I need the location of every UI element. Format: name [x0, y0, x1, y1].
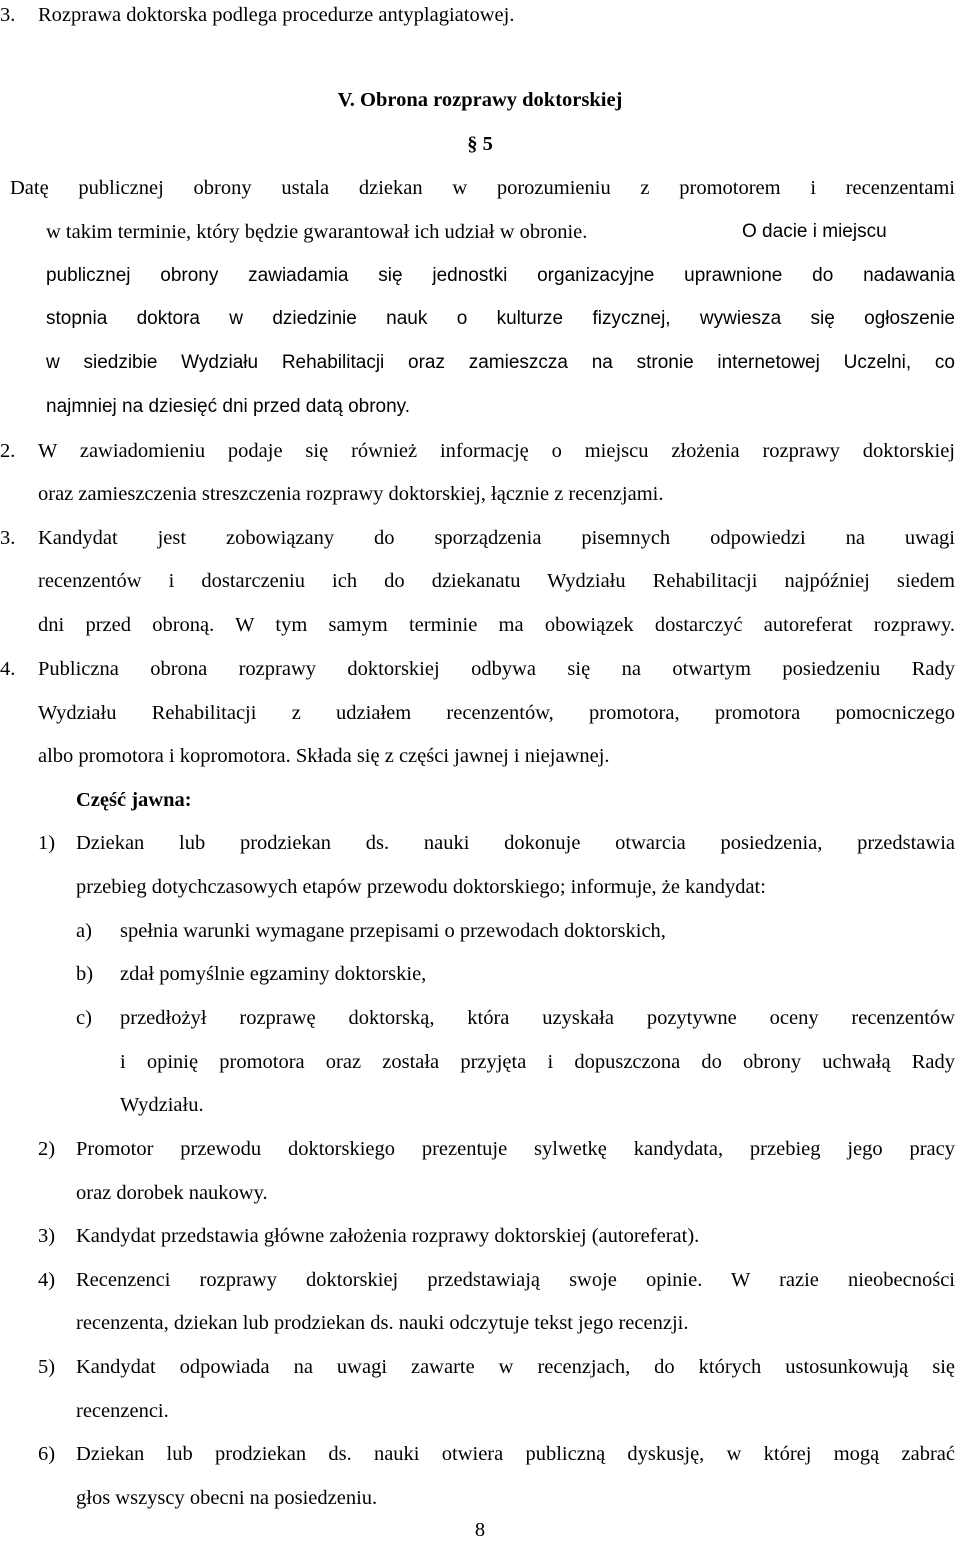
list-item-text: recenzentów i dostarczeniu ich do dziekanatu Wydziału Rehabilitacji najpóźniej siedem — [38, 570, 955, 592]
list-item-text: recenzenci. — [76, 1400, 169, 1422]
list-number: 2) — [38, 1138, 56, 1160]
list-item-text: recenzenta, dziekan lub prodziekan ds. nauki odczytuje tekst jego recenzji. — [76, 1312, 689, 1334]
list-item-text: zdał pomyślnie egzaminy doktorskie, — [120, 963, 427, 985]
list-number: 6) — [38, 1443, 56, 1465]
list-number: 5) — [38, 1356, 56, 1378]
subheading: Część jawna: — [76, 789, 192, 811]
list-item-text: W zawiadomieniu podaje się również informację o miejscu złożenia rozprawy doktorskiej — [38, 440, 955, 462]
list-number: 3) — [38, 1225, 56, 1247]
list-item-text: przebieg dotychczasowych etapów przewodu doktorskiego; informuje, że kandydat: — [76, 876, 766, 898]
list-item-text: przedłożył rozprawę doktorską, która uzyskała pozytywne oceny recenzentów — [120, 1007, 955, 1029]
list-item-text: spełnia warunki wymagane przepisami o przewodach doktorskich, — [120, 920, 666, 942]
list-item-text: dni przed obroną. W tym samym terminie ma obowiązek dostarczyć autoreferat rozprawy. — [38, 614, 955, 636]
paragraph-line: najmniej na dziesięć dni przed datą obrony. — [46, 396, 411, 417]
page-number: 8 — [474, 1519, 486, 1541]
paragraph-line: w siedzibie Wydziału Rehabilitacji oraz zamieszcza na stronie internetowej Uczelni, co — [46, 352, 955, 373]
list-item-text: Kandydat jest zobowiązany do sporządzenia pisemnych odpowiedzi na uwagi — [38, 527, 955, 549]
list-item-text: głos wszyscy obecni na posiedzeniu. — [76, 1487, 378, 1509]
list-item-text: i opinię promotora oraz została przyjęta i dopuszczona do obrony uchwałą Rady — [120, 1051, 955, 1073]
paragraph-line: stopnia doktora w dziedzinie nauk o kulturze fizycznej, wywiesza się ogłoszenie — [46, 308, 955, 329]
list-item-text: oraz zamieszczenia streszczenia rozprawy doktorskiej, łącznie z recenzjami. — [38, 483, 664, 505]
list-item-text: Dziekan lub prodziekan ds. nauki otwiera publiczną dyskusję, w której mogą zabrać — [76, 1443, 955, 1465]
section-mark: § 5 — [467, 133, 493, 155]
list-item-text: Wydziału. — [120, 1094, 204, 1116]
list-number: 4. — [0, 658, 16, 680]
list-number: 2. — [0, 440, 16, 462]
list-number: 3. — [0, 527, 16, 549]
list-item-text: Publiczna obrona rozprawy doktorskiej odbywa się na otwartym posiedzeniu Rady — [38, 658, 955, 680]
list-number: 4) — [38, 1269, 56, 1291]
paragraph-line: w takim terminie, który będzie gwarantował ich udział w obronie. — [46, 221, 588, 243]
list-item-text: Kandydat odpowiada na uwagi zawarte w recenzjach, do których ustosunkowują się — [76, 1356, 955, 1378]
list-item-text: Recenzenci rozprawy doktorskiej przedstawiają swoje opinie. W razie nieobecności — [76, 1269, 955, 1291]
list-number: 1) — [38, 832, 56, 854]
list-item-text: Promotor przewodu doktorskiego prezentuje sylwetkę kandydata, przebieg jego pracy — [76, 1138, 955, 1160]
list-item-text: oraz dorobek naukowy. — [76, 1182, 268, 1204]
chapter-heading: V. Obrona rozprawy doktorskiej — [337, 89, 623, 111]
list-letter: a) — [76, 920, 92, 942]
list-number: 3. — [0, 4, 16, 26]
list-item-text: Kandydat przedstawia główne założenia rozprawy doktorskiej (autoreferat). — [76, 1225, 700, 1247]
list-item-text: Wydziału Rehabilitacji z udziałem recenzentów, promotora, promotora pomocniczego — [38, 702, 955, 724]
paragraph-line: publicznej obrony zawiadamia się jednostki organizacyjne uprawnione do nadawania — [46, 265, 955, 286]
paragraph-line: Datę publicznej obrony ustala dziekan w porozumieniu z promotorem i recenzentami — [10, 177, 955, 199]
list-item-text: Dziekan lub prodziekan ds. nauki dokonuje otwarcia posiedzenia, przedstawia — [76, 832, 955, 854]
paragraph-line: O dacie i miejscu — [742, 221, 887, 242]
list-letter: b) — [76, 963, 94, 985]
list-letter: c) — [76, 1007, 92, 1029]
list-item-text: Rozprawa doktorska podlega procedurze antyplagiatowej. — [38, 4, 515, 26]
list-item-text: albo promotora i kopromotora. Składa się z części jawnej i niejawnej. — [38, 745, 610, 767]
